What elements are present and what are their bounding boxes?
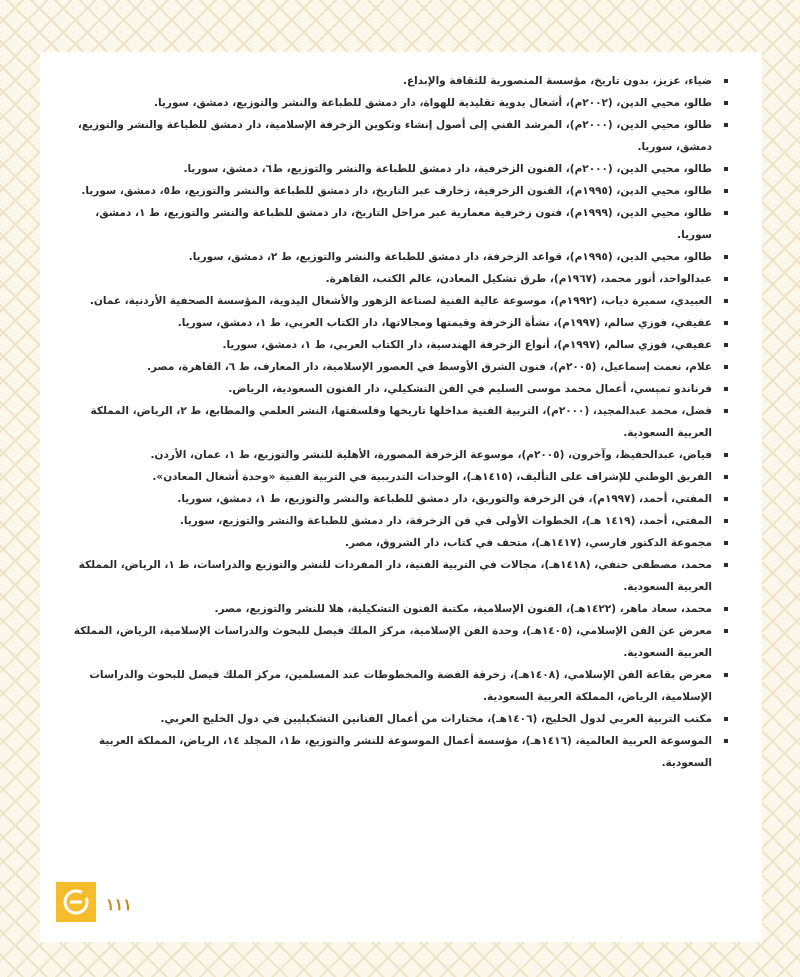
reference-text: فرناندو تمبسي، أعمال محمد موسى السليم في الفن التشكيلي، دار الفنون السعودية، الرياض. bbox=[228, 383, 712, 395]
bullet-icon bbox=[724, 189, 728, 193]
reference-text: مكتب التربية العربي لدول الخليج، (١٤٠٦هـ)، مختارات من أعمال الفنانين التشكيليين في دول الخليج العربي. bbox=[160, 713, 712, 725]
reference-item bbox=[68, 290, 730, 312]
bullet-icon bbox=[724, 563, 728, 567]
bullet-icon bbox=[724, 475, 728, 479]
reference-text: الفريق الوطني للإشراف على التأليف، (١٤١٥هـ)، الوحدات التدريبية في التربية الفنية «وحدة أشغال المعادن». bbox=[152, 471, 712, 483]
reference-item bbox=[68, 510, 730, 532]
reference-item bbox=[68, 114, 730, 158]
reference-text: عبدالواحد، أنور محمد، (١٩٦٧م)، طرق تشكيل المعادن، عالم الكتب، القاهرة. bbox=[325, 273, 712, 285]
bullet-icon bbox=[724, 629, 728, 633]
reference-text: المفتي، أحمد، (١٤١٩ هـ)، الخطوات الأولى في فن الزخرفة، دار دمشق للطباعة والنشر والتوزيع، سوريا. bbox=[179, 515, 712, 527]
reference-item bbox=[68, 488, 730, 510]
reference-item bbox=[68, 466, 730, 488]
reference-item bbox=[68, 92, 730, 114]
reference-text: العبيدي، سميرة دياب، (١٩٩٢م)، موسوعة عالية الفنية لصناعة الزهور والأشغال اليدوية، المؤسسة الصحفية الأردنية، عمان. bbox=[89, 295, 712, 307]
page-number: ١١١ bbox=[106, 895, 132, 914]
reference-text: علام، نعمت إسماعيل، (٢٠٠٥م)، فنون الشرق الأوسط في العصور الإسلامية، دار المعارف، ط ٦، القاهرة، مصر. bbox=[147, 361, 712, 373]
bullet-icon bbox=[724, 211, 728, 215]
bullet-icon bbox=[724, 541, 728, 545]
reference-text: طالو، محيي الدين، (١٩٩٩م)، فنون زخرفية معمارية عبر مراحل التاريخ، دار دمشق للطباعة والنشر والتوزيع، ط ١، دمشق، سوريا. bbox=[95, 207, 712, 241]
bullet-icon bbox=[724, 321, 728, 325]
reference-item bbox=[68, 664, 730, 708]
bullet-icon bbox=[724, 387, 728, 391]
reference-text: ضياء، عزيز، بدون تاريخ، مؤسسة المنصورية للثقافة والإبداع. bbox=[403, 75, 712, 87]
bullet-icon bbox=[724, 519, 728, 523]
reference-text: معرض بقاعة الفن الإسلامي، (١٤٠٨هـ)، زخرفة الفضة والمخطوطات عند المسلمين، مركز الملك فيصل للبحوث والدراسات الإسلامية، الرياض، المملكة العربية السعودية. bbox=[89, 669, 712, 703]
reference-text: طالو، محيي الدين، (٢٠٠٠م)، الفنون الزخرفية، دار دمشق للطباعة والنشر والتوزيع، ط٦، دمشق، سوريا. bbox=[183, 163, 712, 175]
reference-item bbox=[68, 312, 730, 334]
reference-text: المفتي، أحمد، (١٩٩٧م)، فن الزخرفة والتوريق، دار دمشق للطباعة والنشر والتوزيع، ط ١، دمشق، سوريا. bbox=[177, 493, 712, 505]
reference-item bbox=[68, 268, 730, 290]
reference-text: طالو، محيي الدين، (٢٠٠٢م)، أشغال يدوية تقليدية للهواة، دار دمشق للطباعة والنشر والتوزيع، دمشق، سوريا. bbox=[154, 97, 712, 109]
reference-text: معرض عن الفن الإسلامي، (١٤٠٥هـ)، وحدة الفن الإسلامية، مركز الملك فيصل للبحوث والدراسات الإسلامية، الرياض، المملكة العربية السعودية. bbox=[73, 625, 712, 659]
references-list bbox=[68, 70, 730, 774]
reference-text: عفيفي، فوزي سالم، (١٩٩٧م)، نشأة الزخرفة وقيمتها ومجالاتها، دار الكتاب العربي، ط ١، دمشق، سوريا. bbox=[177, 317, 712, 329]
reference-item bbox=[68, 532, 730, 554]
reference-item bbox=[68, 708, 730, 730]
reference-item bbox=[68, 730, 730, 774]
reference-text: فياض، عبدالحفيظ، وآخرون، (٢٠٠٥م)، موسوعة الزخرفة المصورة، الأهلية للنشر والتوزيع، ط ١، عمان، الأردن. bbox=[150, 449, 712, 461]
reference-text: طالو، محيي الدين، (٢٠٠٠م)، المرشد الفني إلى أصول إنشاء وتكوين الزخرفة الإسلامية، دار دمشق للطباعة والنشر والتوزيع، دمشق، سوريا. bbox=[77, 119, 712, 153]
reference-item bbox=[68, 202, 730, 246]
reference-item bbox=[68, 620, 730, 664]
reference-item bbox=[68, 158, 730, 180]
bullet-icon bbox=[724, 717, 728, 721]
bullet-icon bbox=[724, 409, 728, 413]
bullet-icon bbox=[724, 453, 728, 457]
reference-item bbox=[68, 554, 730, 598]
reference-text: محمد، مصطفى حنفي، (١٤١٨هـ)، مجالات في التربية الفنية، دار المفردات للنشر والتوزيع والدراسات، ط ١، الرياض، المملكة العربية السعودية. bbox=[78, 559, 712, 593]
reference-text: طالو، محيي الدين، (١٩٩٥م)، قواعد الزخرفة، دار دمشق للطباعة والنشر والتوزيع، ط ٢، دمشق، سوريا. bbox=[188, 251, 712, 263]
reference-text: عفيفي، فوزي سالم، (١٩٩٧م)، أنواع الزخرفة الهندسية، دار الكتاب العربي، ط ١، دمشق، سوريا. bbox=[222, 339, 712, 351]
reference-text: فضل، محمد عبدالمجيد، (٢٠٠٠م)، التربية الفنية مداخلها تاريخها وفلسفتها، النشر العلمي والمطابع، ط ٢، الرياض، المملكة العربية السعودية. bbox=[90, 405, 712, 439]
logo-mark-icon bbox=[61, 887, 91, 917]
document-page bbox=[40, 52, 762, 942]
bullet-icon bbox=[724, 277, 728, 281]
reference-text: الموسوعة العربية العالمية، (١٤١٦هـ)، مؤسسة أعمال الموسوعة للنشر والتوزيع، ط١، المجلد ١٤، الرياض، المملكة العربية السعودية. bbox=[99, 735, 712, 769]
bullet-icon bbox=[724, 167, 728, 171]
reference-text: مجموعة الدكتور فارسي، (١٤١٧هـ)، متحف في كتاب، دار الشروق، مصر. bbox=[345, 537, 712, 549]
reference-item bbox=[68, 70, 730, 92]
reference-item bbox=[68, 180, 730, 202]
bullet-icon bbox=[724, 343, 728, 347]
reference-item bbox=[68, 378, 730, 400]
reference-item bbox=[68, 598, 730, 620]
reference-item bbox=[68, 400, 730, 444]
bullet-icon bbox=[724, 673, 728, 677]
bullet-icon bbox=[724, 123, 728, 127]
bullet-icon bbox=[724, 101, 728, 105]
bullet-icon bbox=[724, 365, 728, 369]
reference-text: طالو، محيي الدين، (١٩٩٥م)، الفنون الزخرفية، زخارف عبر التاريخ، دار دمشق للطباعة والنشر والتوزيع، ط٥، دمشق، سوريا. bbox=[81, 185, 712, 197]
reference-item bbox=[68, 356, 730, 378]
bullet-icon bbox=[724, 255, 728, 259]
bullet-icon bbox=[724, 607, 728, 611]
reference-item bbox=[68, 334, 730, 356]
reference-item bbox=[68, 444, 730, 466]
logo-icon bbox=[56, 882, 96, 922]
reference-item bbox=[68, 246, 730, 268]
bullet-icon bbox=[724, 497, 728, 501]
bullet-icon bbox=[724, 739, 728, 743]
bullet-icon bbox=[724, 299, 728, 303]
bullet-icon bbox=[724, 79, 728, 83]
reference-text: محمد، سعاد ماهر، (١٤٢٢هـ)، الفنون الإسلامية، مكتبة الفنون التشكيلية، هلا للنشر والتوزيع، مصر. bbox=[214, 603, 712, 615]
